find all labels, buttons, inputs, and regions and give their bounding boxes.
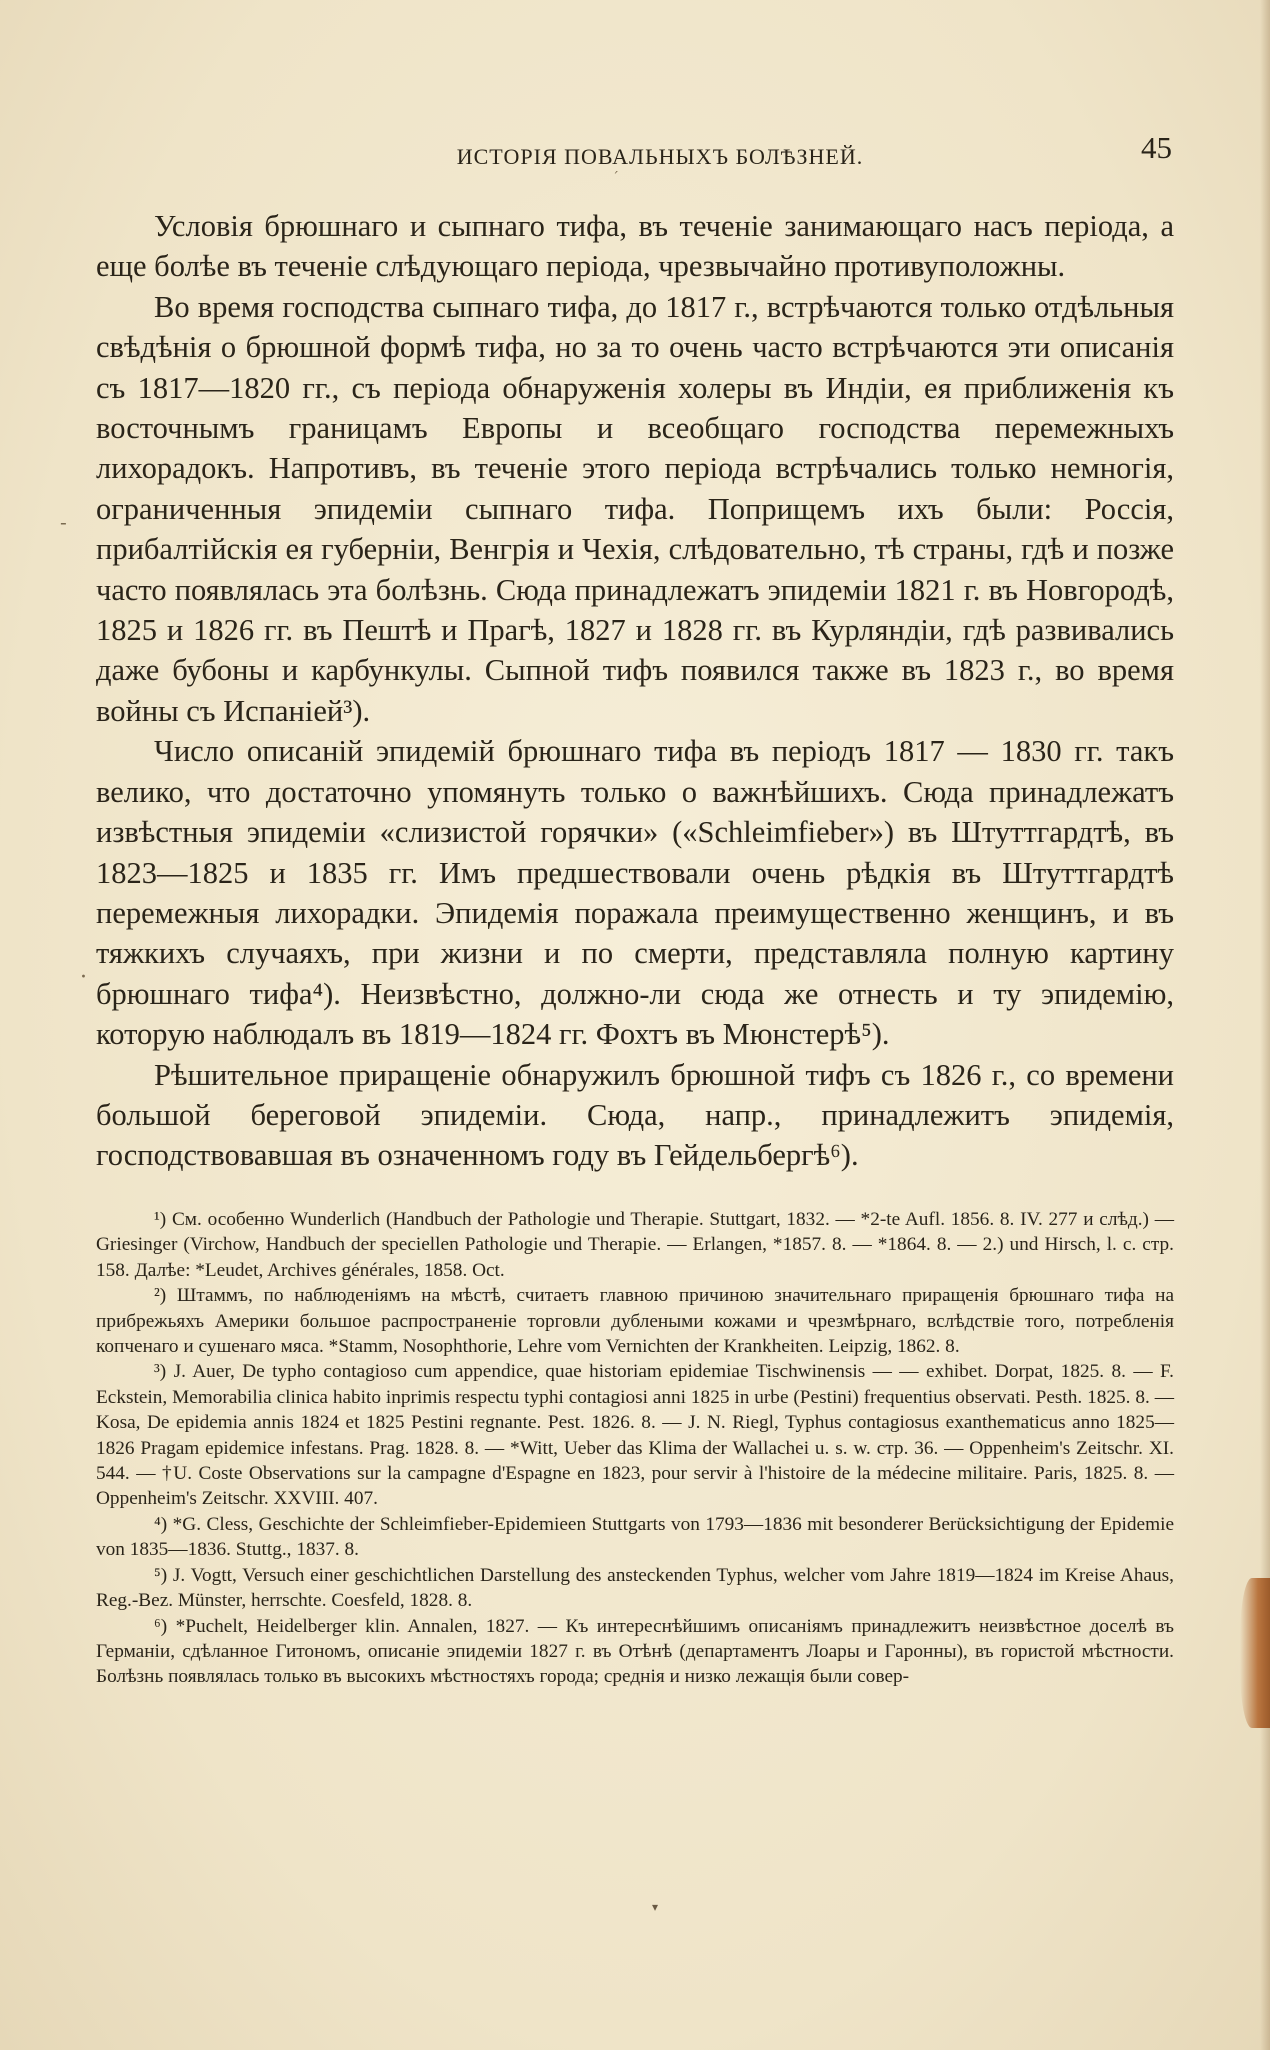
print-mark-top: ˊ [612, 170, 619, 186]
page-number: 45 [1141, 130, 1172, 165]
paragraph-1: Условія брюшнаго и сыпнаго тифа, въ теченіе занимающаго насъ періода, а еще болѣе въ теченіе слѣдующаго періода, чрезвычайно противуположны. [96, 209, 1174, 284]
print-mark-dash: - [60, 510, 67, 534]
running-title: ИСТОРІЯ ПОВАЛЬНЫХЪ БОЛѢЗНЕЙ. [456, 144, 864, 169]
footnote-2: ²) Штаммъ, по наблюденіямъ на мѣстѣ, считаетъ главною причиною значительнаго приращенія брюшнаго тифа на прибрежьяхъ Америки большое распространеніе торговли дублеными кожами и чрезмѣрнаго, вслѣдствіе того, потребленія копченаго и сушенаго мяса. *Stamm, Nosophthorie, Lehre vom Vernichten der Krankheiten. Leipzig, 1862. 8. [96, 1285, 1174, 1358]
footnote-6: ⁶) *Puchelt, Heidelberger klin. Annalen, 1827. — Къ интереснѣйшимъ описаніямъ принадлежитъ неизвѣстное доселѣ въ Германіи, сдѣланное Гитономъ, описаніе эпидеміи 1827 г. въ Отѣнѣ (департаментъ Лоары и Гаронны), въ гористой мѣстности. Болѣзнь появлялась только въ высокихъ мѣстностяхъ города; среднія и низко лежащія были совер- [96, 1615, 1174, 1688]
footnote-1: ¹) См. особенно Wunderlich (Handbuch der Pathologie und Therapie. Stuttgart, 1832. — *2-te Aufl. 1856. 8. IV. 277 и слѣд.) — Griesinger (Virchow, Handbuch der speciellen Pathologie und Therapie. — Erlangen, *1857. 8. — *1864. 8. — 2.) und Hirsch, l. c. стр. 158. Далѣе: *Leudet, Archives générales, 1858. Oct. [96, 1209, 1174, 1281]
footnote-4: ⁴) *G. Cless, Geschichte der Schleimfieber-Epidemieen Stuttgarts von 1793—1836 mit besonderer Berücksichtigung der Epidemie von 1835—1836. Stuttg., 1837. 8. [96, 1513, 1174, 1561]
footnotes [96, 1207, 1174, 1690]
footnote-3: ³) J. Auer, De typho contagioso cum appendice, quae historiam epidemiae Tischwinensis — — exhibet. Dorpat, 1825. 8. — F. Eckstein, Memorabilia clinica habito inprimis respectu typhi contagiosi anni 1825 in urbe (Pestini) frequentius observati. Pesth. 1825. 8. — Kosa, De epidemia annis 1824 et 1825 Pestini regnante. Pest. 1826. 8. — J. N. Riegl, Typhus contagiosus exanthematicus anno 1825—1826 Pragam epidemice infestans. Prag. 1828. 8. — *Witt, Ueber das Klima der Wallachei u. s. w. стр. 36. — Oppenheim's Zeitschr. XI. 544. — †U. Coste Observations sur la campagne d'Espagne en 1823, pour servir à l'histoire de la médecine militaire. Paris, 1825. 8. — Oppenheim's Zeitschr. XXVIII. 407. [96, 1361, 1174, 1510]
paragraph-3: Число описаній эпидемій брюшнаго тифа въ періодъ 1817 — 1830 гг. такъ велико, что достаточно упомянуть только о важнѣйшихъ. Сюда принадлежатъ извѣстныя эпидеміи «слизистой горячки» («Schleimfieber») въ Штуттгардтѣ, въ 1823—1825 и 1835 гг. Имъ предшествовали очень рѣдкія въ Штуттгардтѣ перемежныя лихорадки. Эпидемія поражала преимущественно женщинъ, и въ тяжкихъ случаяхъ, при жизни и по смерти, представляла полную картину брюшнаго тифа⁴). Неизвѣстно, должно-ли сюда же отнесть и ту эпидемію, которую наблюдалъ въ 1819—1824 гг. Фохтъ въ Мюнстерѣ⁵). [96, 734, 1174, 1052]
print-mark-bottom: ▾ [652, 1900, 659, 1914]
page-edge-shadow [1260, 0, 1270, 2050]
page-header [148, 130, 1172, 174]
footnote-5: ⁵) J. Vogtt, Versuch einer geschichtlichen Darstellung des ansteckenden Typhus, welcher vom Jahre 1819—1824 im Kreise Ahaus, Reg.-Bez. Münster, herrschte. Coesfeld, 1828. 8. [96, 1564, 1174, 1612]
paragraph-2: Во время господства сыпнаго тифа, до 1817 г., встрѣчаются только отдѣльныя свѣдѣнія о брюшной формѣ тифа, но за то очень часто встрѣчаются эти описанія съ 1817—1820 гг., съ періода обнаруженія холеры въ Индіи, ея приближенія къ восточнымъ границамъ Европы и всеобщаго господства перемежныхъ лихорадокъ. Напротивъ, въ теченіе этого періода встрѣчались только немногія, ограниченныя эпидеміи сыпнаго тифа. Поприщемъ ихъ были: Россія, прибалтійскія ея губерніи, Венгрія и Чехія, слѣдовательно, тѣ страны, гдѣ и позже часто появлялась эта болѣзнь. Сюда принадлежатъ эпидеміи 1821 г. въ Новгородѣ, 1825 и 1826 гг. въ Пештѣ и Прагѣ, 1827 и 1828 гг. въ Курляндіи, гдѣ развивались даже бубоны и карбункулы. Сыпной тифъ появился также въ 1823 г., во время войны съ Испаніей³). [96, 289, 1174, 728]
print-mark-dot: · [80, 965, 87, 990]
page-stain [1240, 1578, 1270, 1728]
paragraph-4: Рѣшительное приращеніе обнаружилъ брюшной тифъ съ 1826 г., со времени большой береговой эпидеміи. Сюда, напр., принадлежитъ эпидемія, господствовавшая въ означенномъ году въ Гейдельбергѣ⁶). [96, 1057, 1174, 1173]
main-text [96, 206, 1174, 1176]
